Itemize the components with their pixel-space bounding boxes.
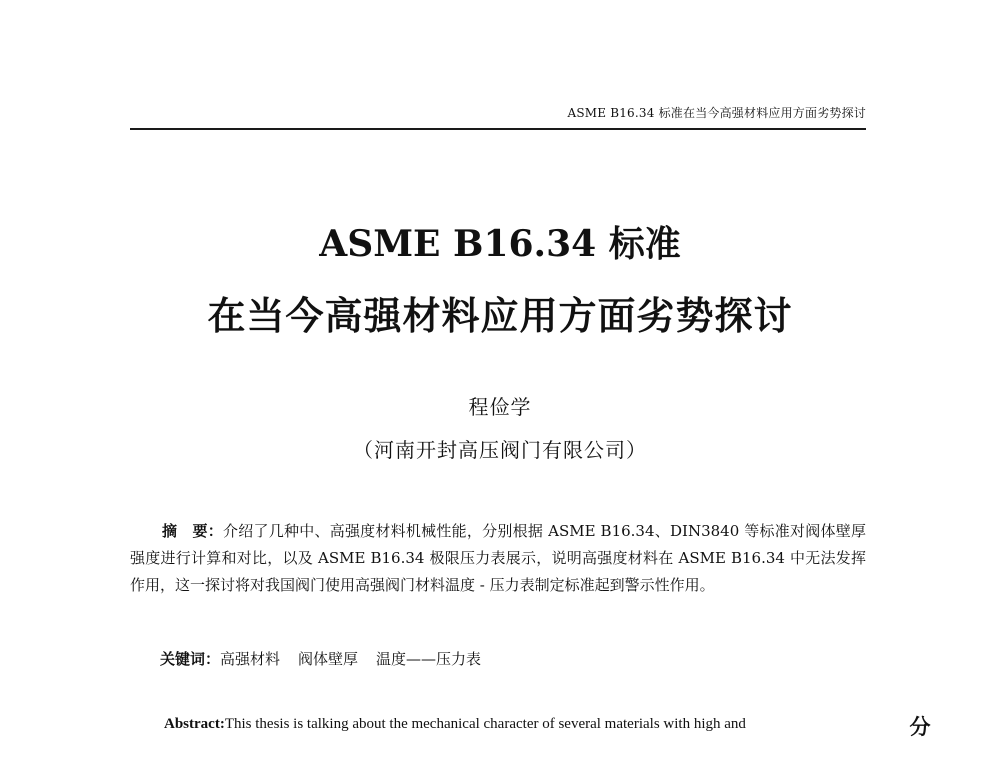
keyword-item: 高强材料 [220, 650, 281, 668]
author-affiliation: （河南开封高压阀门有限公司） [353, 438, 647, 462]
keyword-item: 温度——压力表 [376, 650, 482, 668]
paper-title-line-1: ASME B16.34 标准 [319, 223, 681, 265]
margin-char: 分 [909, 714, 931, 739]
keywords [160, 646, 499, 673]
running-head: ASME B16.34 标准在当今高强材料应用方面劣势探讨 [567, 106, 866, 120]
abstract-chinese [130, 518, 866, 599]
abstract-english-label: Abstract: [164, 716, 225, 732]
margin-section-label [908, 712, 932, 742]
keyword-item: 阀体壁厚 [298, 650, 359, 668]
header-rule [130, 128, 866, 130]
abstract-chinese-label: 摘 要： [162, 522, 223, 540]
paper-title-line-2: 在当今高强材料应用方面劣势探讨 [207, 293, 793, 338]
abstract-chinese-text: 介绍了几种中、高强度材料机械性能，分别根据 ASME B16.34、DIN3840 等标准对阀体壁厚强度进行计算和对比，以及 ASME B16.34 极限压力表展示，说明高强度材料在 ASME B16.34 中无法发挥作用，这一探讨将对我国阀门使用高强阀门材料温度 - 压力表制定标准起到警示性作用。 [130, 522, 866, 594]
author-name: 程俭学 [468, 395, 532, 419]
abstract-english [130, 709, 866, 740]
abstract-english-text: This thesis is talking about the mechanical character of several materials with high and [224, 716, 746, 732]
keywords-label: 关键词： [160, 650, 221, 668]
